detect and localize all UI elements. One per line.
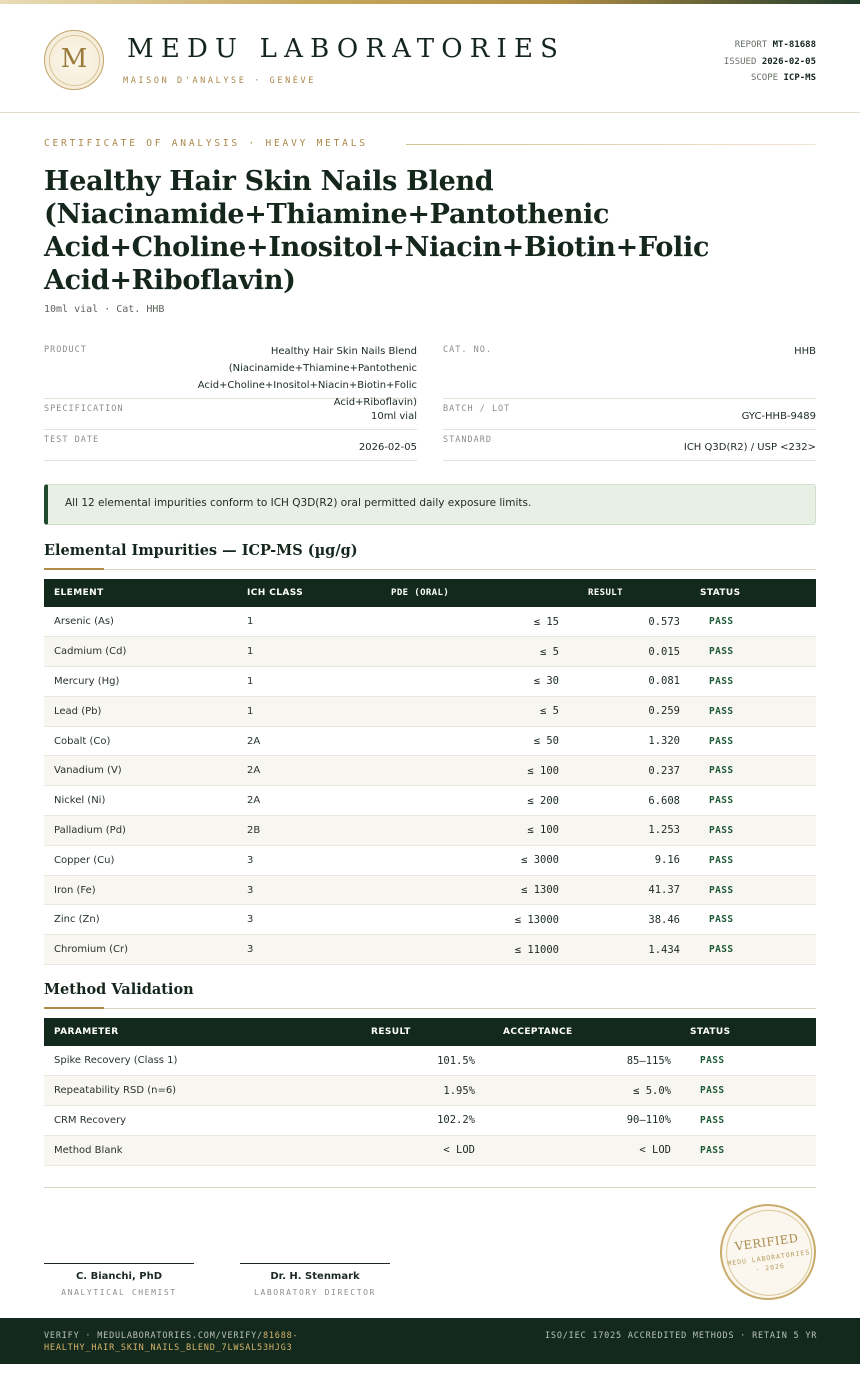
element-cell: Cobalt (Co)	[44, 726, 237, 756]
element-cell: Mercury (Hg)	[44, 667, 237, 697]
info-grid-left	[44, 340, 417, 461]
product-label: PRODUCT	[44, 345, 87, 355]
verify-prefix: VERIFY · MEDULABORATORIES.COM/VERIFY/	[44, 1331, 263, 1341]
pde-cell: ≤ 13000	[358, 905, 569, 935]
result-cell: 0.081	[569, 667, 690, 697]
impurities-header-row	[44, 579, 816, 607]
element-cell: Lead (Pb)	[44, 696, 237, 726]
report-meta	[724, 37, 816, 87]
status-badge: PASS	[690, 905, 816, 935]
status-badge: PASS	[690, 726, 816, 756]
pde-cell: ≤ 200	[358, 786, 569, 816]
ich-class-cell: 2A	[237, 786, 358, 816]
status-badge: PASS	[690, 875, 816, 905]
col-acceptance: ACCEPTANCE	[503, 1027, 573, 1037]
impurity-row	[44, 667, 816, 697]
validation-row	[44, 1046, 816, 1076]
element-cell: Iron (Fe)	[44, 875, 237, 905]
validation-table	[44, 1018, 816, 1166]
pde-cell: ≤ 11000	[358, 935, 569, 965]
scope-label: SCOPE	[750, 73, 779, 83]
info-row-batch	[443, 399, 816, 430]
result-cell: 9.16	[569, 845, 690, 875]
col-status: STATUS	[700, 588, 741, 598]
product-value: Healthy Hair Skin Nails Blend (Niacinamide+Thiamine+Pantothenic Acid+Choline+Inositol+Niacin+Biotin+Folic Acid+Riboflavin)	[197, 346, 417, 408]
result-cell: 0.015	[569, 637, 690, 667]
status-badge: PASS	[690, 816, 816, 846]
pde-cell: ≤ 15	[358, 607, 569, 637]
ich-class-cell: 2A	[237, 756, 358, 786]
element-cell: Zinc (Zn)	[44, 905, 237, 935]
batch-label: BATCH / LOT	[443, 404, 511, 414]
acceptance-cell: < LOD	[485, 1135, 681, 1165]
impurities-heading-rule	[44, 569, 816, 570]
stamp-title: VERIFIED	[733, 1230, 800, 1254]
status-badge: PASS	[690, 607, 816, 637]
result-cell: 1.320	[569, 726, 690, 756]
element-cell: Arsenic (As)	[44, 607, 237, 637]
element-cell: Cadmium (Cd)	[44, 637, 237, 667]
brand-name: MEDU LABORATORIES	[127, 34, 566, 64]
impurity-row	[44, 756, 816, 786]
validation-heading-accent	[44, 1007, 104, 1009]
info-row-standard	[443, 430, 816, 461]
impurity-row	[44, 905, 816, 935]
impurity-row	[44, 935, 816, 965]
conformance-banner	[44, 484, 816, 525]
parameter-cell: Spike Recovery (Class 1)	[44, 1046, 330, 1076]
signatory-name: Dr. H. Stenmark	[270, 1271, 360, 1282]
status-badge: PASS	[690, 845, 816, 875]
result-cell: 0.237	[569, 756, 690, 786]
verified-stamp	[714, 1198, 822, 1306]
validation-body	[44, 1046, 816, 1165]
scope-value: ICP-MS	[783, 73, 816, 83]
eyebrow-divider	[406, 144, 816, 145]
pde-cell: ≤ 5	[358, 696, 569, 726]
ich-class-cell: 1	[237, 637, 358, 667]
lab-seal-logo	[44, 30, 104, 90]
test-date-value: 2026-02-05	[358, 442, 417, 453]
standard-label: STANDARD	[443, 435, 492, 445]
ich-class-cell: 3	[237, 845, 358, 875]
validation-result-cell: 102.2%	[330, 1106, 485, 1136]
scope-line	[724, 70, 816, 87]
signature-divider	[44, 1187, 816, 1188]
info-grid-right	[443, 340, 816, 461]
brand-tagline: MAISON D'ANALYSE · GENÈVE	[123, 76, 316, 86]
element-cell: Nickel (Ni)	[44, 786, 237, 816]
ich-class-cell: 1	[237, 696, 358, 726]
acceptance-cell: 90–110%	[485, 1106, 681, 1136]
report-number-line	[724, 37, 816, 54]
specification-value: 10ml vial	[370, 411, 417, 422]
result-cell: 41.37	[569, 875, 690, 905]
validation-heading-rule	[44, 1008, 816, 1009]
status-badge: PASS	[690, 667, 816, 697]
info-row-test-date	[44, 430, 417, 461]
product-title: Healthy Hair Skin Nails Blend (Niacinamide+Thiamine+Pantothenic Acid+Choline+Inositol+Niacin+Biotin+Folic Acid+Riboflavin)	[44, 166, 710, 296]
validation-result-cell: 101.5%	[330, 1046, 485, 1076]
pde-cell: ≤ 1300	[358, 875, 569, 905]
product-subtitle: 10ml vial · Cat. HHB	[44, 304, 165, 315]
acceptance-cell: 85–115%	[485, 1046, 681, 1076]
accreditation-note: ISO/IEC 17025 ACCREDITED METHODS · RETAIN 5 YR	[545, 1331, 818, 1341]
parameter-cell: Repeatability RSD (n=6)	[44, 1076, 330, 1106]
ich-class-cell: 1	[237, 607, 358, 637]
issued-label: ISSUED	[723, 56, 757, 67]
validation-heading: Method Validation	[44, 981, 194, 998]
col-validation-result: RESULT	[371, 1027, 411, 1037]
ich-class-cell: 3	[237, 875, 358, 905]
impurity-row	[44, 816, 816, 846]
impurity-row	[44, 726, 816, 756]
verify-link[interactable]: 81688-HEALTHY_HAIR_SKIN_NAILS_BLEND_7LWSAL53HJG3	[44, 1331, 299, 1353]
status-badge: PASS	[681, 1106, 816, 1136]
pde-cell: ≤ 50	[358, 726, 569, 756]
signature-director	[240, 1263, 390, 1297]
parameter-cell: Method Blank	[44, 1135, 330, 1165]
element-cell: Vanadium (V)	[44, 756, 237, 786]
result-cell: 0.259	[569, 696, 690, 726]
pde-cell: ≤ 100	[358, 816, 569, 846]
info-row-cat-no	[443, 340, 816, 399]
signatory-role: LABORATORY DIRECTOR	[254, 1288, 376, 1297]
specification-label: SPECIFICATION	[44, 404, 124, 414]
status-badge: PASS	[681, 1135, 816, 1165]
impurity-row	[44, 637, 816, 667]
status-badge: PASS	[681, 1046, 816, 1076]
pde-cell: ≤ 3000	[358, 845, 569, 875]
impurity-row	[44, 696, 816, 726]
col-element: ELEMENT	[54, 588, 104, 598]
document-eyebrow: CERTIFICATE OF ANALYSIS · HEAVY METALS	[44, 138, 368, 149]
element-cell: Copper (Cu)	[44, 845, 237, 875]
pde-cell: ≤ 30	[358, 667, 569, 697]
status-badge: PASS	[690, 756, 816, 786]
conformance-text: All 12 elemental impurities conform to ICH Q3D(R2) oral permitted daily exposure limits.	[65, 497, 532, 509]
impurities-heading: Elemental Impurities — ICP-MS (µg/g)	[44, 542, 358, 559]
validation-result-cell: < LOD	[330, 1135, 485, 1165]
status-badge: PASS	[690, 935, 816, 965]
info-row-product	[44, 340, 417, 408]
impurities-heading-accent	[44, 568, 104, 570]
issued-date: 2026-02-05	[761, 56, 816, 67]
signatory-role: ANALYTICAL CHEMIST	[61, 1288, 177, 1297]
report-label: REPORT	[734, 40, 768, 50]
info-row-specification	[44, 399, 417, 430]
issued-line	[724, 54, 816, 71]
signature-analyst	[44, 1263, 194, 1297]
ich-class-cell: 2A	[237, 726, 358, 756]
report-number: MT-81688	[772, 40, 816, 50]
report-header	[0, 4, 860, 113]
element-cell: Palladium (Pd)	[44, 816, 237, 846]
validation-row	[44, 1135, 816, 1165]
stamp-subtitle: MEDU LABORATORIES · 2026	[726, 1248, 811, 1274]
acceptance-cell: ≤ 5.0%	[485, 1076, 681, 1106]
status-badge: PASS	[690, 696, 816, 726]
document-eyebrow-row	[44, 138, 816, 152]
status-badge: PASS	[681, 1076, 816, 1106]
seal-letter: M	[60, 44, 88, 74]
validation-result-cell: 1.95%	[330, 1076, 485, 1106]
signatory-name: C. Bianchi, PhD	[75, 1271, 163, 1282]
status-badge: PASS	[690, 637, 816, 667]
report-footer	[0, 1318, 860, 1364]
col-result: RESULT	[588, 588, 623, 598]
pde-cell: ≤ 5	[358, 637, 569, 667]
validation-header-row	[44, 1018, 816, 1046]
result-cell: 1.434	[569, 935, 690, 965]
impurity-row	[44, 875, 816, 905]
test-date-label: TEST DATE	[44, 435, 100, 445]
ich-class-cell: 1	[237, 667, 358, 697]
verify-line	[44, 1330, 374, 1354]
element-cell: Chromium (Cr)	[44, 935, 237, 965]
standard-value: ICH Q3D(R2) / USP <232>	[683, 442, 816, 453]
parameter-cell: CRM Recovery	[44, 1106, 330, 1136]
col-ich-class: ICH CLASS	[247, 588, 304, 598]
ich-class-cell: 2B	[237, 816, 358, 846]
cat-no-value: HHB	[794, 346, 816, 357]
pde-cell: ≤ 100	[358, 756, 569, 786]
status-badge: PASS	[690, 786, 816, 816]
col-validation-status: STATUS	[690, 1027, 731, 1037]
impurity-row	[44, 786, 816, 816]
ich-class-cell: 3	[237, 905, 358, 935]
impurities-body	[44, 607, 816, 965]
ich-class-cell: 3	[237, 935, 358, 965]
result-cell: 1.253	[569, 816, 690, 846]
validation-row	[44, 1076, 816, 1106]
impurity-row	[44, 607, 816, 637]
result-cell: 6.608	[569, 786, 690, 816]
col-parameter: PARAMETER	[54, 1027, 119, 1037]
result-cell: 0.573	[569, 607, 690, 637]
col-pde: PDE (ORAL)	[391, 588, 450, 598]
impurity-row	[44, 845, 816, 875]
impurities-table	[44, 579, 816, 965]
result-cell: 38.46	[569, 905, 690, 935]
validation-row	[44, 1106, 816, 1136]
cat-no-label: CAT. NO.	[443, 345, 492, 355]
batch-value: GYC-HHB-9489	[741, 411, 816, 422]
